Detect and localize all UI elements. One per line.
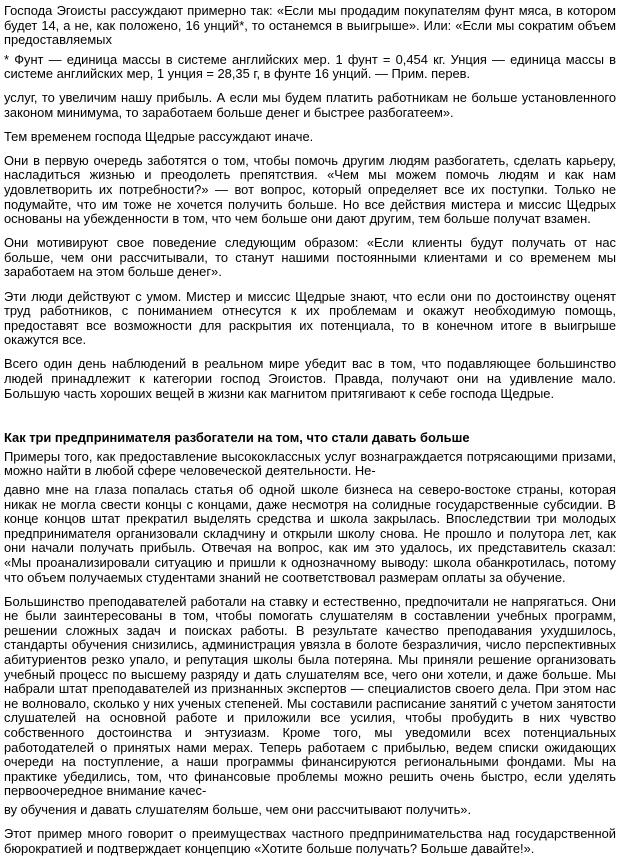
paragraph-generous-care: Они в первую очередь заботятся о том, чтобы помочь другим людям разбогатеть, сделать карьеру, насладиться жизнью и преодолеть препятствия. «Чем мы можем помочь людям и как нам удовлетворить их потребности?» — вот вопрос, который определяет все их поступки. Только не подумайте, что им тоже не хочется получить больше. Но все действия мистера и миссис Щедрых основаны на убежденности в том, что чем больше они дают другим, тем больше получат взамен. — [4, 152, 616, 227]
paragraph-teachers: Большинство преподавателей работали на ставку и естественно, предпочитали не напрягаться. Они не были заинтересованы в том, чтобы помогать слушателям в составлении учебных программ, решении сложных задач и поисках работы. В результате качество преподавания ухудшилось, стандарты обучения снизились, администрация увязла в болоте безразличия, число перспективных абитуриентов резко упало, и репутация школы была потеряна. Мы приняли решение организовать учебный процесс по высшему разряду и дать слушателям все, чего они хотели, и даже больше. Мы набрали штат преподавателей из признанных экспертов — специалистов своего дела. При этом нас не волновало, сколько у них ученых степеней. Мы составили расписание занятий с учетом занятости слушателей на основной работе и приложили все усилия, чтобы пробудить в них чувство собственного достоинства и энтузиазм. Кроме того, мы уведомили всех потенциальных работодателей о принятых нами мерах. Теперь работаем с прибылью, ведем списки ожидающих очереди на поступление, а наши программы финансируются региональными фондами. Мы на практике убедились, том, что финансовые проблемы можно решить очень быстро, если уделять первоочередное внимание качес- — [4, 593, 616, 799]
footnote-units: * Фунт — единица массы в системе английских мер. 1 фунт = 0,454 кг. Унция — единица массы в системе английских мер, 1 унция = 28,35 г, в фунте 16 унций. — Прим. перев. — [4, 51, 616, 82]
paragraph-generous-motivation: Они мотивируют свое поведение следующим образом: «Если клиенты будут получать от нас больше, чем они рассчитывали, то станут нашими постоянными клиентами и со временем мы заработаем на этом больше денег». — [4, 235, 616, 280]
paragraph-examples: Примеры того, как предоставление высококлассных услуг вознаграждается потрясающими призами, можно найти в любой сфере человеческой деятельности. Не- — [4, 448, 616, 479]
paragraph-observation: Всего один день наблюдений в реальном мире убедит вас в том, что подавляющее большинство людей принадлежит к категории господ Эгоистов. Правда, получают они на удивление мало. Большую часть хороших вещей в жизни как магнитом притягивают к себе господа Щедрые. — [4, 356, 616, 401]
paragraph-school-story: давно мне на глаза попалась статья об одной школе бизнеса на северо-востоке страны, которая никак не могла свести концы с концами, даже несмотря на солидные государственные субсидии. В конце концов штат прекратил выделять средства и школа закрылась. Впоследствии три молодых предпринимателя организовали складчину и открыли школу снова. Не прошло и полутора лет, как они начали получать прибыль. Отвечая на вопрос, как им это удалось, их представитель сказал: «Мы проанализировали ситуацию и пришли к однозначному выводу: школа обанкротилась, потому что объем получаемых студентами знаний не соответствовал размерам оплаты за обучение. — [4, 481, 616, 585]
paragraph-generous-intro: Тем временем господа Щедрые рассуждают иначе. — [4, 128, 314, 144]
paragraph-egoists-intro: Господа Эгоисты рассуждают примерно так: «Если мы продадим покупателям фунт мяса, в котором будет 14, а не, как положено, 16 унций*, то останемся в выигрыше». Или: «Если мы сократим объем предоставляемых — [4, 3, 616, 48]
section-heading: Как три предпринимателя разбогатели на том, что стали давать больше — [4, 430, 470, 446]
paragraph-generous-smart: Эти люди действуют с умом. Мистер и миссис Щедрые знают, что если они по достоинству оценят труд работников, с пониманием отнесутся к их проблемам и окажут необходимую помощь, предоставят все возможности для раскрытия их потенциала, то в конечном итоге в выигрыше окажутся все. — [4, 288, 616, 348]
paragraph-egoists-cont: услуг, то увеличим нашу прибыль. А если мы будем платить работникам не больше установленного законом минимума, то заработаем больше денег и быстрее разбогатеем». — [4, 89, 616, 120]
paragraph-teachers-cont: ву обучения и давать слушателям больше, чем они рассчитывают получить». — [4, 801, 472, 817]
paragraph-conclusion: Этот пример много говорит о преимуществах частного предпринимательства над государственной бюрократией и подтверждает концепцию «Хотите больше получать? Больше давайте!». — [4, 826, 616, 856]
